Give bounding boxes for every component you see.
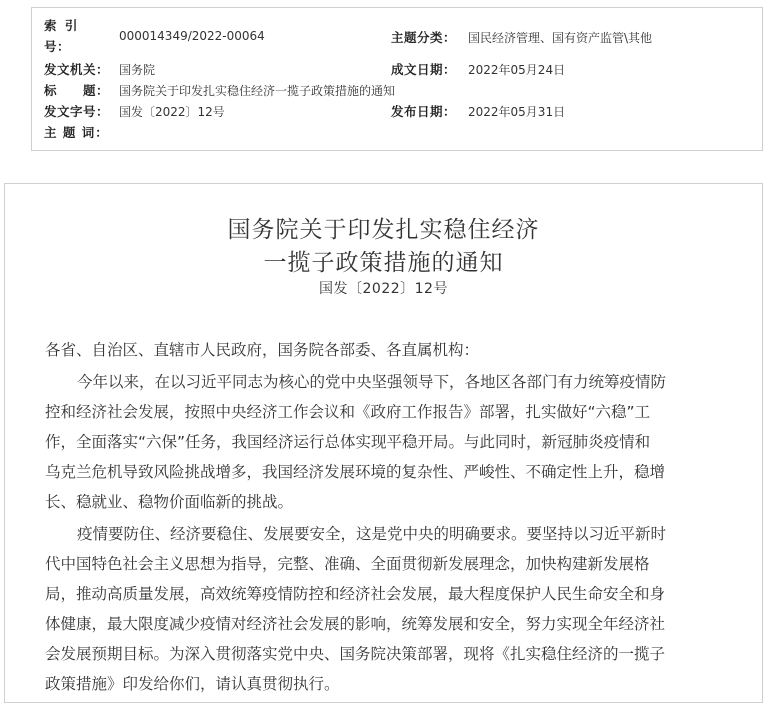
paragraph2-line: 体健康，最大限度减少疫情对经济社会发展的影响，统筹发展和安全，努力实现全年经济社 <box>45 615 666 633</box>
document-number: 国发〔2022〕12号 <box>319 281 448 297</box>
issuer-value: 国务院 <box>119 63 156 77</box>
title-value: 国务院关于印发扎实稳住经济一揽子政策措施的通知 <box>119 84 396 98</box>
category-value: 国民经济管理、国有资产监管\其他 <box>468 31 653 45</box>
index-value: 000014349/2022-00064 <box>119 29 265 43</box>
paragraph2-line: 代中国特色社会主义思想为指导，完整、准确、全面贯彻新发展理念，加快构建新发展格 <box>45 555 650 573</box>
index-label-line1: 索 引 <box>44 18 80 33</box>
doc-number-label: 发文字号： <box>44 104 110 119</box>
paragraph1-line: 控和经济社会发展，按照中央经济工作会议和《政府工作报告》部署，扎实做好“六稳”工 <box>45 403 651 421</box>
doc-number-value: 国发〔2022〕12号 <box>119 105 225 119</box>
document-title-line2: 一揽子政策措施的通知 <box>263 250 504 276</box>
publish-date-value: 2022年05月31日 <box>468 105 566 119</box>
paragraph1-line: 乌克兰危机导致风险挑战增多，我国经济发展环境的复杂性、严峻性、不确定性上升，稳增 <box>45 463 666 481</box>
category-label: 主题分类： <box>391 30 457 45</box>
paragraph1-line: 今年以来，在以习近平同志为核心的党中央坚强领导下，各地区各部门有力统筹疫情防 <box>77 373 667 391</box>
document-panel <box>4 183 763 703</box>
paragraph2-line: 政策措施》印发给你们，请认真贯彻执行。 <box>45 675 340 693</box>
paragraph1-line: 作，全面落实“六保”任务，我国经济运行总体实现平稳开局。与此同时，新冠肺炎疫情和 <box>45 433 651 451</box>
paragraph1-line: 长、稳就业、稳物价面临新的挑战。 <box>45 493 294 511</box>
paragraph2-line: 会发展预期目标。为深入贯彻落实党中央、国务院决策部署，现将《扎实稳住经济的一揽子 <box>45 645 666 663</box>
paragraph2-line: 疫情要防住、经济要稳住、发展要安全，这是党中央的明确要求。要坚持以习近平新时 <box>77 525 667 543</box>
index-label-line2: 号： <box>44 39 71 54</box>
written-date-value: 2022年05月24日 <box>468 63 566 77</box>
publish-date-label: 发布日期： <box>391 104 457 119</box>
document-title-line1: 国务院关于印发扎实稳住经济 <box>227 217 540 243</box>
paragraph2-line: 局，推动高质量发展，高效统筹疫情防控和经济社会发展，最大程度保护人民生命安全和身 <box>45 585 666 603</box>
title-label: 标 题： <box>44 83 110 98</box>
issuer-label: 发文机关： <box>44 62 110 77</box>
salutation: 各省、自治区、直辖市人民政府，国务院各部委、各直属机构： <box>45 341 480 359</box>
metadata-panel <box>31 7 763 151</box>
written-date-label: 成文日期： <box>391 62 457 77</box>
keywords-label: 主 题 词： <box>44 125 109 140</box>
